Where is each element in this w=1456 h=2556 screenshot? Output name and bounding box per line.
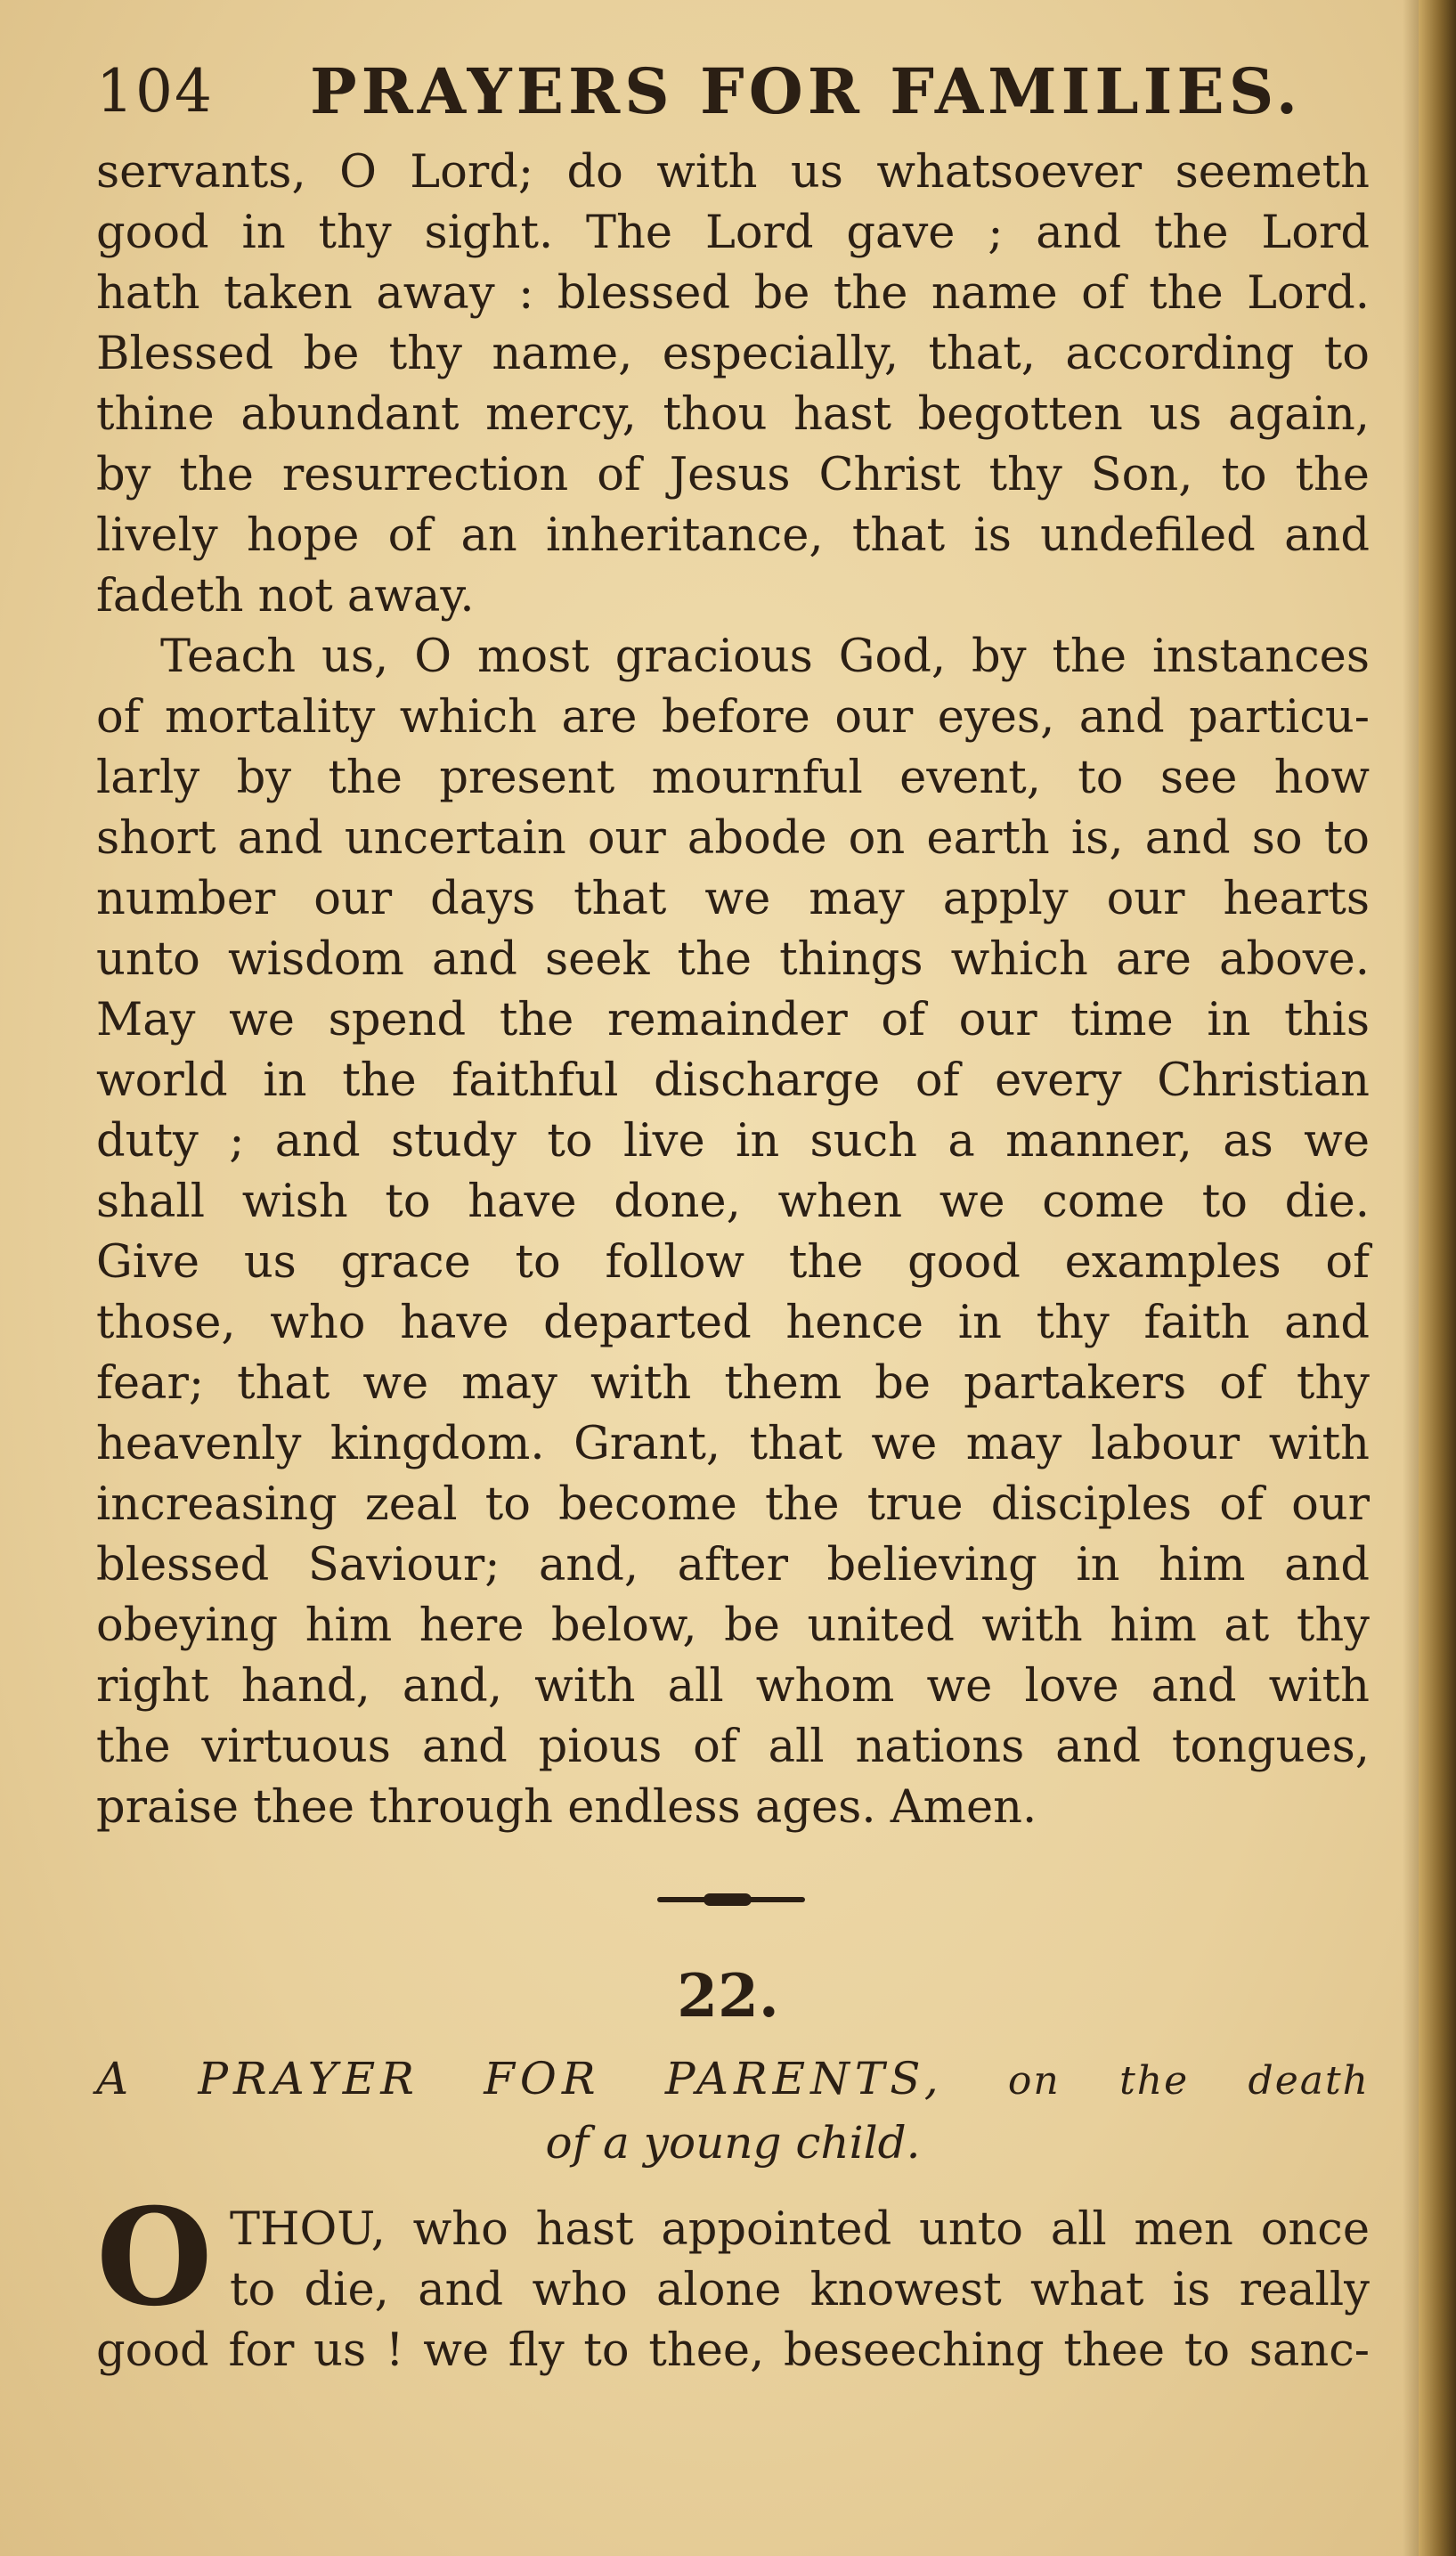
paragraph-start-line: Teach us, O most gracious God, by the instances [160,631,1370,683]
text-line: fear; that we may with them be partakers of thy [96,1357,1370,1410]
text-line: fadeth not away. [96,570,475,623]
page-gutter-shadow [1403,0,1419,2556]
text-line: duty ; and study to live in such a manner, as we [96,1115,1370,1168]
new-prayer [96,2179,1370,2381]
text-line: Blessed be thy name, especially, that, according to [96,328,1370,380]
text-line: May we spend the remainder of our time in this [96,994,1370,1046]
text-line: obeying him here below, be united with him at thy [96,1600,1370,1652]
text-line: increasing zeal to become the true disciples of our [96,1478,1370,1531]
running-title: PRAYERS FOR FAMILIES. [310,54,1303,128]
text-line: the virtuous and pious of all nations and tongues, [96,1721,1370,1773]
text-line: servants, O Lord; do with us whatsoever seemeth [96,146,1370,199]
text-line: to die, and who alone knowest what is really [230,2264,1370,2316]
page-edge [1419,0,1456,2556]
text-line: right hand, and, with all whom we love and with [96,1660,1370,1713]
page-number: 104 [96,57,214,126]
text-line: THOU, who hast appointed unto all men once [230,2203,1370,2256]
section-title-line-2: of a young child. [545,2117,921,2169]
text-line: blessed Saviour; and, after believing in him and [96,1539,1370,1591]
text-line: by the resurrection of Jesus Christ thy Son, to the [96,449,1370,501]
page-header [96,52,1414,132]
text-line: heavenly kingdom. Grant, that we may labour with [96,1418,1370,1470]
text-line: larly by the present mournful event, to see how [96,752,1370,804]
text-line: of mortality which are before our eyes, and particu- [96,691,1370,744]
section-number: 22. [677,1961,779,2031]
text-line: short and uncertain our abode on earth is, and so to [96,812,1370,865]
section-title [96,2047,1370,2175]
section-divider-ornament [704,1893,752,1906]
text-line: those, who have departed hence in thy faith and [96,1297,1370,1349]
text-line: Give us grace to follow the good examples of [96,1236,1370,1289]
text-line: number our days that we may apply our hearts [96,873,1370,925]
text-line: hath taken away : blessed be the name of the Lord. [96,267,1370,320]
text-line: world in the faithful discharge of every Christian [96,1054,1370,1107]
text-line: good for us ! we fly to thee, beseeching thee to sanc- [96,2324,1370,2377]
section-title-main: A PRAYER FOR PARENTS, [96,2053,944,2104]
text-line: shall wish to have done, when we come to die. [96,1176,1370,1228]
section-title-sub: on the death [1007,2058,1370,2104]
continued-prayer [96,142,1370,1838]
text-line: good in thy sight. The Lord gave ; and the Lord [96,207,1370,259]
text-line: lively hope of an inheritance, that is undefiled and [96,509,1370,562]
text-line: unto wisdom and seek the things which are above. [96,933,1370,986]
text-line: thine abundant mercy, thou hast begotten us again, [96,388,1370,441]
drop-cap: O [96,2179,213,2336]
text-line: praise thee through endless ages. Amen. [96,1781,1037,1834]
section-title-line-1 [96,2047,1370,2111]
